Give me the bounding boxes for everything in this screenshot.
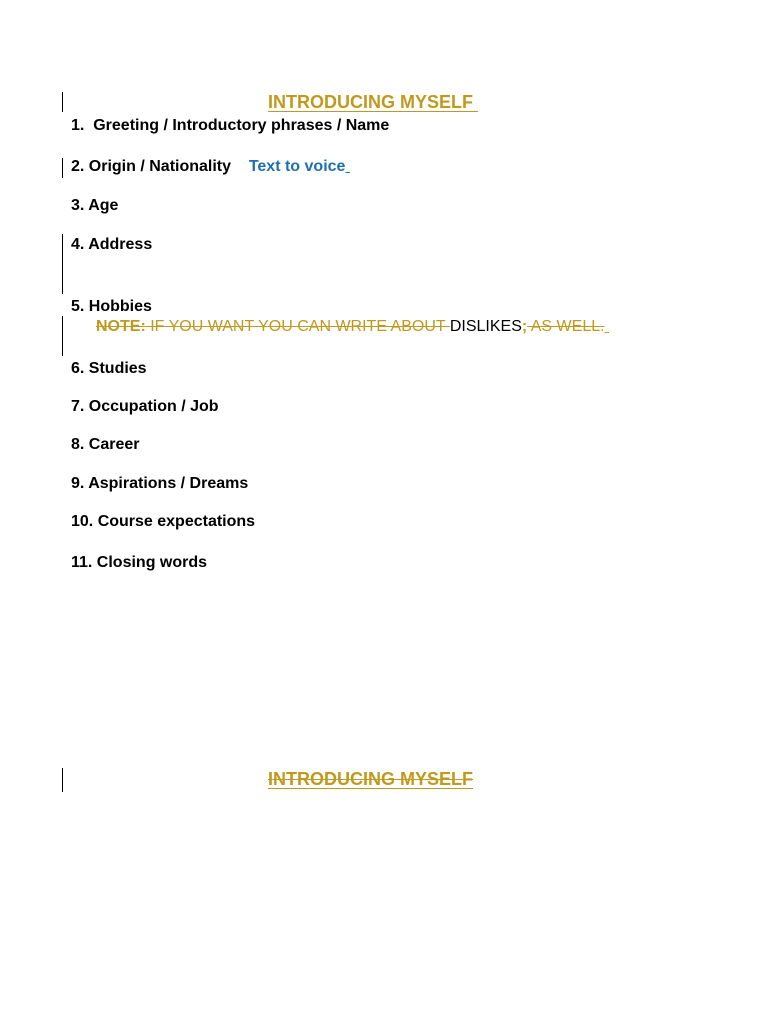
note-end: AS WELL.	[527, 318, 605, 335]
list-item-origin	[71, 158, 350, 176]
page-title-trailing	[473, 92, 478, 112]
change-bar	[62, 158, 63, 178]
note-label: NOTE:	[96, 318, 146, 335]
note-dislikes: DISLIKES	[449, 318, 522, 335]
change-bar	[62, 316, 63, 356]
list-item-greeting: 1. Greeting / Introductory phrases / Name	[71, 117, 390, 134]
footer-title: INTRODUCING MYSELF	[268, 769, 473, 789]
list-item-age: 3. Age	[71, 197, 119, 214]
list-item-aspirations: 9. Aspirations / Dreams	[71, 475, 249, 492]
change-bar	[62, 234, 63, 294]
text-to-voice-tail	[345, 158, 349, 175]
list-item-studies: 6. Studies	[71, 360, 147, 377]
text-to-voice-label: Text to voice	[248, 158, 346, 175]
list-item-course-expectations: 10. Course expectations	[71, 513, 256, 530]
list-item-closing-words: 11. Closing words	[71, 554, 208, 571]
change-bar	[62, 768, 63, 792]
page-title	[268, 92, 478, 113]
note-text: IF YOU WANT YOU CAN WRITE ABOUT	[145, 318, 450, 335]
list-item-origin-label: 2. Origin / Nationality	[71, 158, 232, 175]
text-to-voice-link[interactable]	[249, 158, 350, 175]
list-item-hobbies: 5. Hobbies	[71, 298, 152, 315]
list-item-address: 4. Address	[71, 236, 153, 253]
list-item-career: 8. Career	[71, 436, 140, 453]
note-colon: ;	[521, 318, 528, 335]
change-bar	[62, 92, 63, 112]
note-space	[605, 318, 609, 335]
list-item-occupation: 7. Occupation / Job	[71, 398, 219, 415]
page-title-text: INTRODUCING MYSELF	[268, 92, 473, 112]
hobbies-note	[96, 318, 609, 336]
